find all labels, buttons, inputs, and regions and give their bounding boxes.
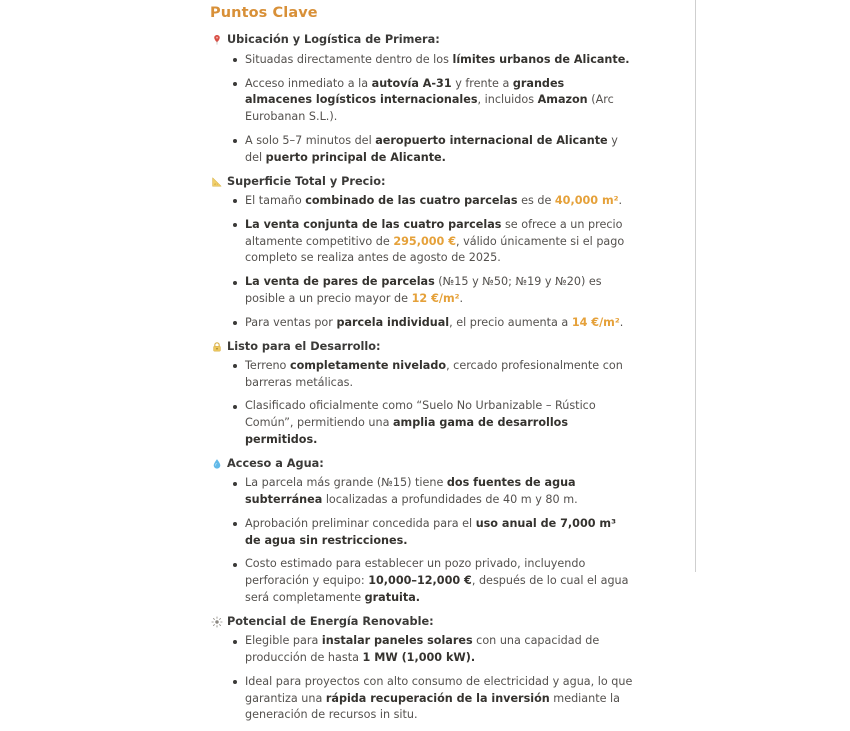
emphasis-text: límites urbanos de Alicante.	[452, 52, 630, 66]
list-item	[210, 217, 635, 267]
plain-text: Para ventas por	[245, 315, 337, 329]
key-point-section	[210, 32, 635, 166]
section-heading-label: Listo para el Desarrollo:	[227, 339, 381, 353]
plain-text: es de	[517, 193, 555, 207]
section-heading-label: Superficie Total y Precio:	[227, 174, 386, 188]
plain-text: Situadas directamente dentro de los	[245, 52, 453, 66]
section-heading	[210, 614, 635, 630]
plain-text: Costo estimado para establecer un pozo privado, incluyendo perforación y equipo:	[245, 557, 586, 588]
bullet-list	[210, 193, 635, 332]
plain-text: (Arc Eurobanan S.L.).	[245, 93, 614, 124]
bullet-list	[210, 358, 635, 449]
emphasis-text: amplia gama de desarrollos permitidos.	[245, 416, 569, 447]
emphasis-text: La venta de pares de parcelas	[245, 275, 435, 289]
highlight-value: 40,000 m²	[554, 193, 619, 207]
list-item	[210, 358, 635, 392]
emphasis-text: puerto principal de Alicante.	[265, 150, 446, 164]
plain-text: mediante la generación de recursos in situ.	[245, 691, 621, 722]
emphasis-text: La venta conjunta de las cuatro parcelas	[245, 217, 502, 231]
plain-text: y del	[245, 133, 618, 164]
list-item	[210, 193, 635, 210]
sections-container	[210, 32, 635, 724]
sun-icon	[210, 614, 224, 630]
plain-text: La parcela más grande (№15) tiene	[245, 476, 447, 490]
page-title: Puntos Clave	[210, 5, 318, 21]
emphasis-text: 10,000–12,000 €	[368, 574, 472, 588]
plain-text: Aprobación preliminar concedida para el	[245, 516, 476, 530]
section-heading-label: Potencial de Energía Renovable:	[227, 614, 434, 628]
plain-text: Elegible para	[245, 634, 322, 648]
plain-text: Terreno	[245, 358, 290, 372]
list-item	[210, 52, 635, 69]
section-heading-label: Acceso a Agua:	[227, 456, 324, 470]
section-heading	[210, 339, 635, 355]
section-heading	[210, 32, 635, 48]
list-item	[210, 133, 635, 167]
plain-text: , incluidos	[477, 93, 538, 107]
key-point-section	[210, 339, 635, 449]
plain-text: , el precio aumenta a	[449, 315, 572, 329]
list-item	[210, 674, 635, 724]
plain-text: , después de lo cual el agua será completamente	[245, 574, 629, 605]
plain-text: A solo 5–7 minutos del	[245, 133, 376, 147]
plain-text: Clasificado oficialmente como “Suelo No Urbanizable – Rústico Común”, permitiendo una	[245, 399, 596, 430]
emphasis-text: gratuita.	[364, 591, 421, 605]
highlight-value: 14 €/m²	[571, 315, 620, 329]
emphasis-text: uso anual de 7,000 m³ de agua sin restricciones.	[245, 516, 616, 547]
emphasis-text: Amazon	[537, 93, 588, 107]
lock-icon	[210, 339, 224, 355]
highlight-value: 295,000 €	[393, 234, 456, 248]
water-drop-icon	[210, 456, 224, 472]
plain-text: .	[618, 193, 623, 207]
emphasis-text: grandes almacenes logísticos internacionales	[245, 76, 565, 107]
section-heading	[210, 456, 635, 472]
key-point-section	[210, 456, 635, 607]
list-item	[210, 315, 635, 332]
list-item	[210, 274, 635, 308]
bullet-list	[210, 52, 635, 167]
map-pin-icon	[210, 32, 224, 48]
bullet-list	[210, 475, 635, 607]
section-heading-label: Ubicación y Logística de Primera:	[227, 33, 440, 47]
bullet-list	[210, 633, 635, 724]
plain-text: , cercado profesionalmente con barreras metálicas.	[245, 358, 623, 389]
emphasis-text: dos fuentes de agua subterránea	[245, 476, 576, 507]
key-point-section	[210, 614, 635, 724]
key-point-section	[210, 174, 635, 332]
plain-text: Acceso inmediato a la	[245, 76, 372, 90]
plain-text: con una capacidad de producción de hasta	[245, 634, 600, 664]
plain-text: y frente a	[451, 76, 513, 90]
list-item	[210, 556, 635, 606]
plain-text: (№15 y №50; №19 y №20) es posible a un precio mayor de	[245, 275, 602, 305]
list-item	[210, 475, 635, 509]
list-item	[210, 398, 635, 448]
emphasis-text: aeropuerto internacional de Alicante	[375, 133, 608, 147]
ruler-triangle-icon	[210, 174, 224, 190]
emphasis-text: rápida recuperación de la inversión	[325, 691, 550, 705]
plain-text: .	[459, 291, 464, 305]
list-item	[210, 516, 635, 550]
plain-text: se ofrece a un precio altamente competitivo de	[245, 217, 623, 248]
list-item	[210, 76, 635, 126]
document-content	[210, 0, 635, 731]
emphasis-text: instalar paneles solares	[321, 634, 473, 648]
emphasis-text: combinado de las cuatro parcelas	[305, 193, 518, 207]
section-heading	[210, 174, 635, 190]
list-item	[210, 633, 635, 667]
emphasis-text: completamente nivelado	[289, 358, 447, 372]
vertical-divider	[695, 0, 696, 572]
plain-text: localizadas a profundidades de 40 m y 80 m.	[322, 493, 578, 507]
emphasis-text: autovía A-31	[371, 76, 452, 90]
emphasis-text: parcela individual	[336, 315, 450, 329]
highlight-value: 12 €/m²	[411, 291, 460, 305]
emphasis-text: 1 MW (1,000 kW).	[362, 650, 476, 664]
plain-text: .	[619, 315, 624, 329]
plain-text: Ideal para proyectos con alto consumo de electricidad y agua, lo que garantiza una	[245, 674, 633, 705]
plain-text: El tamaño	[245, 193, 306, 207]
plain-text: , válido únicamente si el pago completo se realiza antes de agosto de 2025.	[245, 234, 625, 265]
